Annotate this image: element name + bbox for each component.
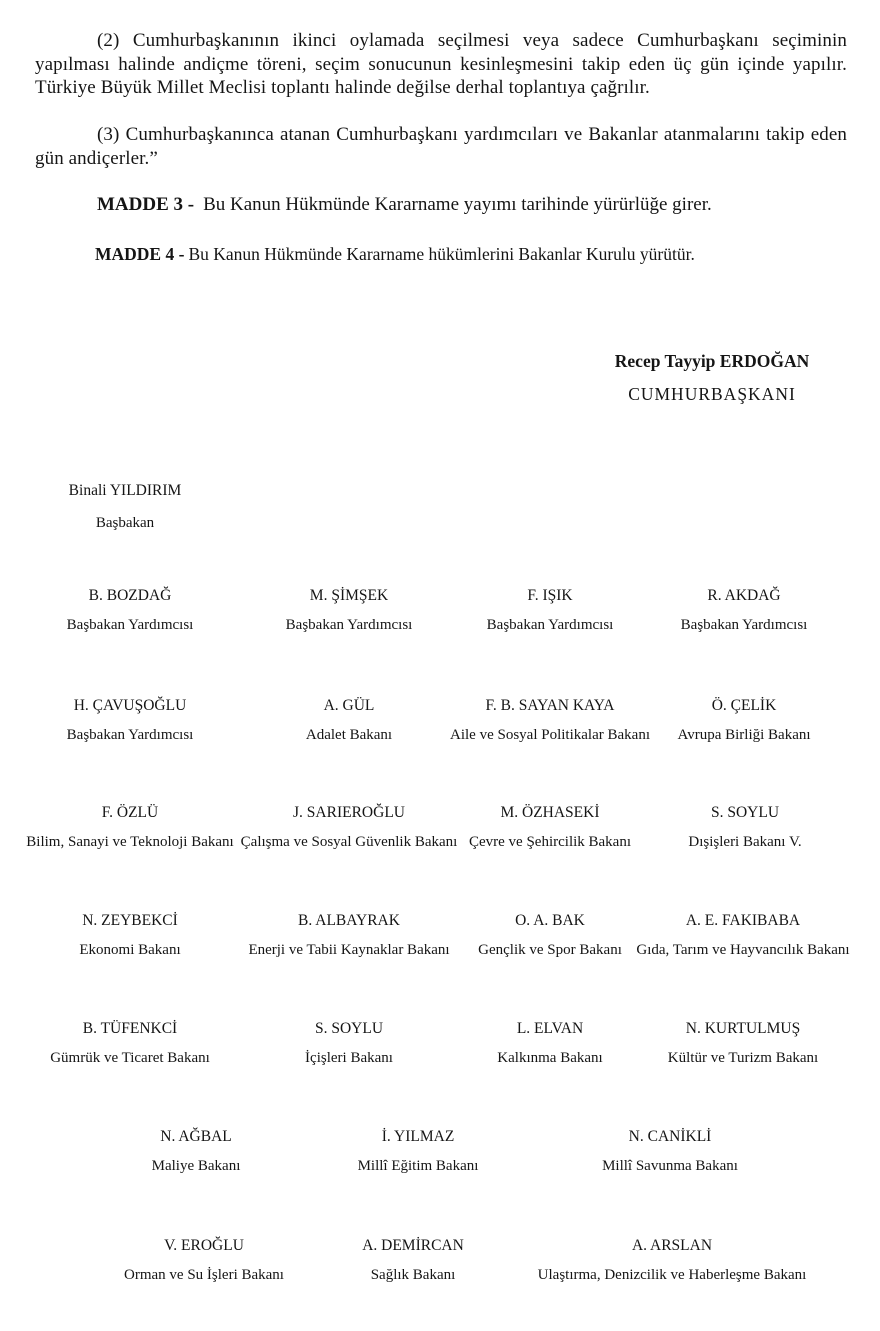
signatory-name: S. SOYLU xyxy=(314,1020,384,1037)
signature-row xyxy=(0,1129,880,1189)
prime-minister-title: Başbakan xyxy=(95,515,155,531)
signatory-title: Millî Eğitim Bakanı xyxy=(357,1158,479,1174)
signatory-title: Maliye Bakanı xyxy=(151,1158,241,1174)
signature-row xyxy=(0,805,880,865)
signatory-name: S. SOYLU xyxy=(710,804,780,821)
signatory-cell xyxy=(67,698,194,743)
signatory-title: Çalışma ve Sosyal Güvenlik Bakanı xyxy=(240,834,458,850)
signatory-name: L. ELVAN xyxy=(516,1020,584,1037)
signatory-title: İçişleri Bakanı xyxy=(305,1050,393,1066)
signatory-cell xyxy=(478,913,622,958)
signatory-name: İ. YILMAZ xyxy=(381,1128,455,1145)
signatory-title: Kalkınma Bakanı xyxy=(497,1050,603,1066)
signatory-title: Adalet Bakanı xyxy=(305,727,393,743)
article-madde-3-text: Bu Kanun Hükmünde Kararname yayımı tarihinde yürürlüğe girer. xyxy=(203,194,712,215)
clause-3-paragraph: (3) Cumhurbaşkanınca atanan Cumhurbaşkanı yardımcıları ve Bakanlar atanmalarını takip eden gün andiçerler.” xyxy=(35,124,847,169)
signatory-title: Ulaştırma, Denizcilik ve Haberleşme Bakanı xyxy=(537,1267,807,1283)
signatory-cell xyxy=(358,1129,479,1174)
signatory-name: A. ARSLAN xyxy=(631,1237,713,1254)
signatory-name: F. B. SAYAN KAYA xyxy=(485,697,615,714)
signatory-title: Gençlik ve Spor Bakanı xyxy=(478,942,622,958)
signatory-cell xyxy=(668,1021,818,1066)
article-madde-4-text: Bu Kanun Hükmünde Kararname hükümlerini Bakanlar Kurulu yürütür. xyxy=(188,243,695,264)
signatory-cell xyxy=(305,1021,393,1066)
signatory-cell xyxy=(681,588,808,633)
article-madde-4-label: MADDE 4 - xyxy=(95,243,185,264)
signatory-name: R. AKDAĞ xyxy=(707,587,781,604)
signatory-cell xyxy=(469,805,631,850)
signatory-name: O. A. BAK xyxy=(515,912,585,929)
signatory-name: N. KURTULMUŞ xyxy=(685,1020,801,1037)
signatory-cell xyxy=(677,698,810,743)
signatory-cell xyxy=(79,913,180,958)
signatory-cell xyxy=(306,698,392,743)
signatory-title: Enerji ve Tabii Kaynaklar Bakanı xyxy=(248,942,450,958)
clause-2-paragraph: (2) Cumhurbaşkanının ikinci oylamada seçilmesi veya sadece Cumhurbaşkanı seçiminin yapılması halinde andiçme töreni, seçim sonucunun kesinleşmesini takip eden üç gün içinde yapılır. Türkiye Büyük Millet Meclisi toplantı halinde değilse derhal toplantıya çağrılır. xyxy=(35,30,847,98)
signatory-name: Ö. ÇELİK xyxy=(711,697,777,714)
signatory-cell xyxy=(688,805,801,850)
president-name: Recep Tayyip ERDOĞAN xyxy=(614,351,810,371)
signature-row xyxy=(0,698,880,758)
signatory-name: B. BOZDAĞ xyxy=(88,587,172,604)
signature-row xyxy=(0,588,880,648)
signatory-cell xyxy=(362,1238,464,1283)
signatory-title: Gümrük ve Ticaret Bakanı xyxy=(50,1050,210,1066)
signatory-cell xyxy=(241,805,458,850)
signatory-name: N. AĞBAL xyxy=(160,1128,232,1145)
signatory-title: Başbakan Yardımcısı xyxy=(66,617,194,633)
signatory-title: Başbakan Yardımcısı xyxy=(486,617,614,633)
signatory-name: B. TÜFENKCİ xyxy=(82,1020,178,1037)
signatory-name: V. EROĞLU xyxy=(164,1237,244,1254)
signatory-title: Gıda, Tarım ve Hayvancılık Bakanı xyxy=(636,942,850,958)
signatory-title: Başbakan Yardımcısı xyxy=(680,617,808,633)
signatory-cell xyxy=(50,1021,210,1066)
signatory-name: A. E. FAKIBABA xyxy=(685,912,801,929)
signatory-name: F. ÖZLÜ xyxy=(101,804,159,821)
signatory-cell xyxy=(67,588,194,633)
signatory-name: A. DEMİRCAN xyxy=(362,1237,464,1254)
signatory-name: M. ÖZHASEKİ xyxy=(500,804,600,821)
signatory-cell xyxy=(286,588,413,633)
signatory-cell xyxy=(248,913,449,958)
signatory-cell xyxy=(450,698,650,743)
signatory-name: N. CANİKLİ xyxy=(628,1128,712,1145)
signature-row xyxy=(0,1021,880,1081)
signatory-title: Çevre ve Şehircilik Bakanı xyxy=(468,834,632,850)
signatory-title: Ekonomi Bakanı xyxy=(79,942,181,958)
article-madde-3-label: MADDE 3 - xyxy=(97,194,195,215)
signatory-cell xyxy=(602,1129,738,1174)
signatory-name: A. GÜL xyxy=(323,697,375,714)
signatory-cell xyxy=(124,1238,284,1283)
signatory-name: M. ŞİMŞEK xyxy=(309,587,389,604)
signature-row xyxy=(0,1238,880,1298)
signatory-title: Sağlık Bakanı xyxy=(370,1267,456,1283)
signatory-name: J. SARIEROĞLU xyxy=(293,804,405,821)
signatory-title: Orman ve Su İşleri Bakanı xyxy=(124,1267,284,1283)
signatory-cell xyxy=(26,805,233,850)
signatory-name: B. ALBAYRAK xyxy=(298,912,400,929)
signatory-name: N. ZEYBEKCİ xyxy=(82,912,178,929)
signatory-title: Bilim, Sanayi ve Teknoloji Bakanı xyxy=(26,834,234,850)
signatory-cell xyxy=(497,1021,602,1066)
signatory-title: Dışişleri Bakanı V. xyxy=(688,834,802,850)
president-title: CUMHURBAŞKANI xyxy=(628,384,796,404)
signatory-title: Kültür ve Turizm Bakanı xyxy=(667,1050,819,1066)
signatory-title: Başbakan Yardımcısı xyxy=(66,727,194,743)
signatory-title: Avrupa Birliği Bakanı xyxy=(677,727,811,743)
signatory-cell xyxy=(538,1238,807,1283)
signatory-cell xyxy=(636,913,849,958)
signatory-title: Aile ve Sosyal Politikalar Bakanı xyxy=(450,727,650,743)
signatory-cell xyxy=(152,1129,241,1174)
prime-minister-name: Binali YILDIRIM xyxy=(68,482,182,499)
signatory-name: H. ÇAVUŞOĞLU xyxy=(73,697,187,714)
signature-row xyxy=(0,913,880,973)
signatory-cell xyxy=(487,588,614,633)
signatory-title: Başbakan Yardımcısı xyxy=(285,617,413,633)
signatory-name: F. IŞIK xyxy=(527,587,573,604)
signatory-title: Millî Savunma Bakanı xyxy=(602,1158,738,1174)
